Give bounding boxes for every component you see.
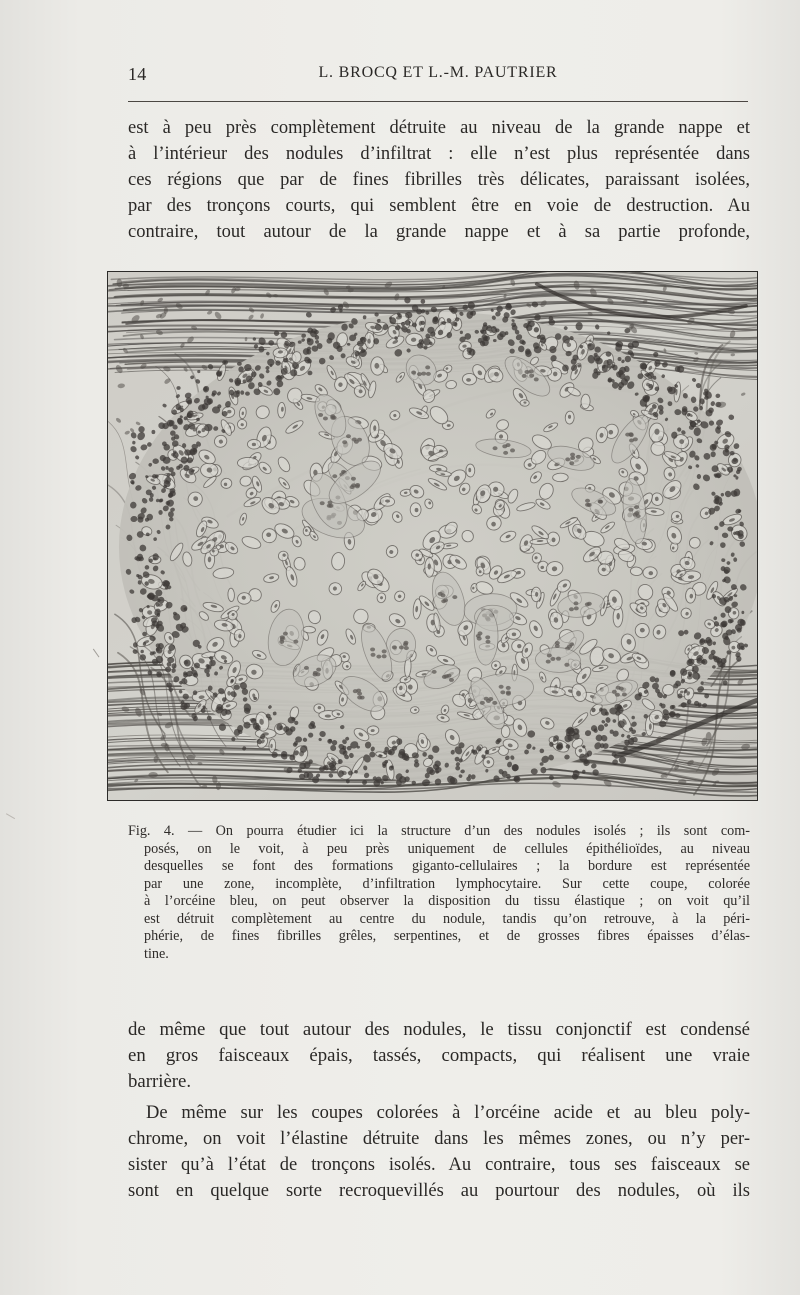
giant-cell-nucleus: [502, 444, 507, 448]
giant-cell-nucleus: [569, 607, 574, 611]
giant-cell-nucleus: [598, 500, 603, 504]
lymphocyte: [505, 331, 509, 335]
caption-line: phérie, de fines fibrilles grêles, serpentines, et de grosses fibres épaisses d’élas-: [144, 928, 750, 944]
giant-cell-nucleus: [280, 635, 285, 639]
giant-cell-nucleus: [346, 434, 351, 438]
bottom-paragraph-1-line: barrière.: [128, 1071, 192, 1092]
giant-cell-nucleus: [576, 455, 581, 459]
lymphocyte: [317, 343, 323, 349]
giant-cell-nucleus: [547, 654, 552, 658]
lymphocyte: [460, 331, 463, 334]
giant-cell-nucleus: [480, 701, 485, 705]
giant-cell-nucleus: [323, 416, 328, 420]
giant-cell-nucleus: [426, 372, 431, 376]
giant-cell-nucleus: [332, 474, 337, 478]
giant-cell-nucleus: [565, 457, 570, 461]
giant-cell-nucleus: [499, 685, 504, 689]
page-number: 14: [128, 64, 147, 84]
epithelioid-cell: [303, 626, 316, 633]
giant-cell-nucleus: [550, 657, 555, 661]
running-title: L. BROCQ ET L.-M. PAUTRIER: [318, 64, 558, 81]
caption-line: desquelles se font des formations giganto-cellulaires ; la bordure est représentée: [144, 858, 750, 874]
giant-cell-nucleus: [569, 642, 574, 646]
giant-cell-nucleus: [546, 660, 551, 664]
giant-cell-nucleus: [283, 632, 288, 636]
giant-cell-nucleus: [350, 485, 355, 489]
giant-cell-nucleus: [476, 634, 481, 638]
giant-cell-nucleus: [622, 693, 627, 697]
bottom-paragraph-2-line: chrome, on voit l’élastine détruite dans les mêmes zones, ou n’y per-: [128, 1129, 750, 1149]
lymphocyte: [233, 685, 239, 690]
corner-mark: [1, 813, 15, 828]
giant-cell-nucleus: [522, 374, 527, 378]
top-paragraph-line: à l’intérieur des nodules d’infiltrat : elle n’est plus représentée dans: [128, 144, 750, 164]
top-paragraph-line: est à peu près complètement détruite au niveau de la grande nappe et: [128, 118, 750, 138]
giant-cell-nucleus: [360, 696, 365, 700]
giant-cell-nucleus: [510, 448, 515, 452]
giant-cell-nucleus: [587, 503, 592, 507]
giant-cell-nucleus: [304, 666, 309, 670]
giant-cell-nucleus: [449, 678, 454, 682]
giant-cell-nucleus: [555, 641, 560, 645]
top-paragraph-line: par des tronçons courts, qui semblent être en voie de destruction. Au: [128, 196, 750, 216]
giant-cell-nucleus: [492, 701, 497, 705]
giant-cell-nucleus: [421, 372, 426, 376]
epithelioid-cell: [581, 394, 591, 409]
giant-cell-nucleus: [351, 477, 356, 481]
giant-cell-nucleus: [425, 365, 430, 369]
histology-figure: [107, 271, 758, 801]
giant-cell-nucleus: [534, 377, 539, 381]
bottom-paragraph-1-line: en gros faisceaux épais, tassés, compacts, qui réalisent une vraie: [128, 1045, 750, 1066]
cell-nucleus: [415, 508, 419, 512]
lymphocyte: [562, 365, 569, 372]
giant-cell-nucleus: [506, 686, 511, 690]
giant-cell-nucleus: [485, 640, 490, 644]
lymphocyte: [147, 514, 153, 521]
giant-cell-nucleus: [432, 670, 437, 674]
giant-cell-nucleus: [569, 461, 574, 465]
giant-cell-nucleus: [382, 654, 387, 658]
giant-cell-nucleus: [556, 657, 561, 661]
giant-cell-nucleus: [293, 640, 298, 644]
giant-cell-nucleus: [634, 511, 639, 515]
giant-cell-nucleus: [444, 674, 449, 678]
giant-cell-nucleus: [357, 692, 362, 696]
giant-cell-nucleus: [564, 663, 569, 667]
giant-cell-nucleus: [330, 414, 335, 418]
giant-cell-nucleus: [503, 451, 508, 455]
giant-cell-nucleus: [529, 374, 534, 378]
giant-cell-nucleus: [404, 646, 409, 650]
giant-cell-nucleus: [320, 501, 325, 505]
giant-cell-nucleus: [399, 645, 404, 649]
giant-cell-nucleus: [485, 635, 490, 639]
giant-cell-nucleus: [628, 508, 633, 512]
giant-cell-nucleus: [353, 689, 358, 693]
bottom-paragraph-2-line: sister qu’à l’état de tronçons isolés. Au contraire, tous ses faisceaux se: [128, 1155, 750, 1175]
giant-cell-nucleus: [573, 601, 578, 605]
giant-cell-nucleus: [318, 413, 323, 417]
caption-line: posés, on le voit, à peu près uniquement de cellules épithélioïdes, au niveau: [144, 840, 750, 857]
bottom-paragraph-2-line: De même sur les coupes colorées à l’orcéine acide et au bleu poly-: [146, 1103, 750, 1123]
giant-cell-nucleus: [488, 697, 493, 701]
giant-cell-nucleus: [370, 647, 375, 651]
histology-illustration: [108, 272, 757, 800]
top-paragraph-line: contraire, tout autour de la grande nappe et à sa partie profonde,: [128, 222, 750, 242]
giant-cell-nucleus: [585, 499, 590, 503]
giant-cell-nucleus: [342, 440, 347, 444]
giant-cell-nucleus: [376, 655, 381, 659]
giant-cell-nucleus: [392, 645, 397, 649]
giant-cell-nucleus: [452, 595, 457, 599]
caption-line: à l’orcéine bleu, on peut observer la disposition du tissu élastique ; on voit qu’il: [144, 893, 750, 909]
giant-cell-nucleus: [411, 370, 416, 374]
cell-nucleus: [512, 632, 516, 636]
giant-cell-nucleus: [441, 599, 446, 603]
giant-cell-nucleus: [316, 668, 321, 672]
bottom-paragraph-2-line: sont en quelque sorte recroquevillés au pourtour des nodules, où ils: [128, 1181, 750, 1201]
margin-mark: [93, 645, 105, 658]
giant-cell-nucleus: [619, 687, 624, 691]
lymphocyte: [193, 690, 198, 695]
giant-cell-nucleus: [629, 433, 634, 437]
lymphocyte: [720, 542, 726, 548]
giant-cell-nucleus: [328, 504, 333, 508]
giant-cell-nucleus: [417, 372, 422, 376]
giant-cell-nucleus: [529, 369, 534, 373]
running-head: [128, 64, 748, 86]
caption-line: tine.: [144, 945, 169, 962]
lymphocyte: [152, 458, 158, 464]
giant-cell-nucleus: [484, 697, 489, 701]
giant-cell-nucleus: [634, 505, 639, 509]
epithelioid-cell: [228, 588, 235, 602]
giant-cell-nucleus: [354, 440, 359, 444]
lymphocyte: [253, 697, 257, 700]
header-rule: [128, 101, 748, 102]
bottom-paragraph-2: [128, 1100, 750, 1204]
giant-cell-nucleus: [313, 673, 318, 677]
giant-cell-nucleus: [441, 593, 446, 597]
top-paragraph: [128, 115, 750, 245]
giant-cell-nucleus: [493, 446, 498, 450]
giant-cell-nucleus: [382, 649, 387, 653]
top-paragraph-line: ces régions que par de fines fibrilles très délicates, paraissant isolées,: [128, 170, 750, 190]
giant-cell-nucleus: [524, 370, 529, 374]
figure-caption: [128, 823, 750, 963]
giant-cell-nucleus: [585, 602, 590, 606]
giant-cell-nucleus: [500, 690, 505, 694]
giant-cell-nucleus: [403, 642, 408, 646]
giant-cell-nucleus: [633, 437, 638, 441]
bottom-paragraph-1: [128, 1017, 750, 1095]
giant-cell-nucleus: [615, 693, 620, 697]
giant-cell-nucleus: [506, 691, 511, 695]
giant-cell-nucleus: [371, 653, 376, 657]
giant-cell-nucleus: [570, 453, 575, 457]
epithelioid-cell: [553, 473, 569, 482]
bottom-paragraph-1-line: de même que tout autour des nodules, le tissu conjonctif est condensé: [128, 1019, 750, 1040]
caption-line: Fig. 4. — On pourra étudier ici la structure d’un des nodules isolés ; ils sont com-: [128, 823, 750, 839]
caption-line: est détruit complètement au centre du nodule, tandis qu’on retrouve, à la péri-: [144, 910, 750, 927]
giant-cell-nucleus: [574, 606, 579, 610]
giant-cell-nucleus: [279, 640, 284, 644]
caption-line: par une zone, incomplète, d’infiltration lymphocytaire. Sur cette coupe, colorée: [144, 875, 750, 892]
epithelioid-cell: [237, 457, 258, 468]
